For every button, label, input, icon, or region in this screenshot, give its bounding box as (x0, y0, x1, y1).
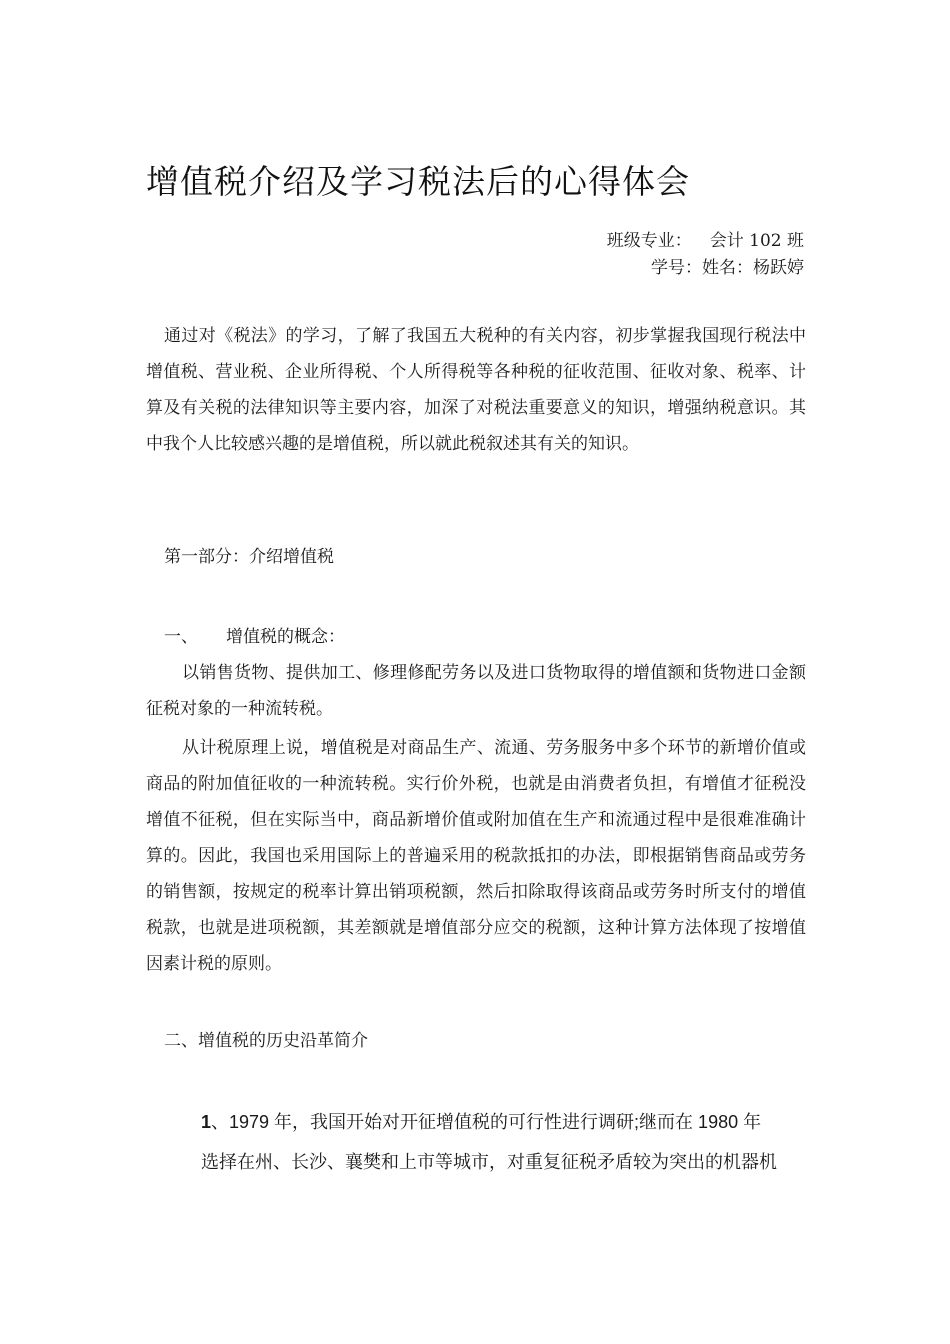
history-line-2: 选择在州、长沙、襄樊和上市等城市，对重复征税矛盾较为突出的机器机 (201, 1152, 777, 1172)
history-item (201, 1102, 807, 1182)
class-value: 会计 102 班 (709, 231, 804, 251)
author-info (607, 228, 804, 282)
section-one-heading (146, 619, 824, 655)
class-label: 班级专业： (606, 231, 692, 251)
principle-paragraph: 从计税原理上说，增值税是对商品生产、流通、劳务服务中多个环节的新增价值或商品的附加值征收的一种流转税。实行价外税，也就是由消费者负担，有增值才征税没增值不征税，但在实际当中，商品新增价值或附加值在生产和流通过程中是很难准确计算的。因此，我国也采用国际上的普遍采用的税款抵扣的办法，即根据销售商品或劳务的销售额，按规定的税率计算出销项税额，然后扣除取得该商品或劳务时所支付的增值税款，也就是进项税额，其差额就是增值部分应交的税额，这种计算方法体现了按增值因素计税的原则。 (146, 738, 806, 974)
student-line: 学号：姓名：杨跃婷 (651, 258, 804, 278)
section-two-heading: 二、增值税的历史沿革简介 (164, 1031, 368, 1051)
history-line-1-text: 、1979 年，我国开始对开征增值税的可行性进行调研;继而在 1980 年 (211, 1112, 762, 1132)
document-title: 增值税介绍及学习税法后的心得体会 (146, 162, 690, 202)
intro-paragraph: 通过对《税法》的学习，了解了我国五大税种的有关内容，初步掌握我国现行税法中增值税、营业税、企业所得税、个人所得税等各种税的征收范围、征收对象、税率、计算及有关税的法律知识等主要内容，加深了对税法重要意义的知识，增强纳税意识。其中我个人比较感兴趣的是增值税，所以就此税叙述其有关的知识。 (146, 326, 806, 454)
section-one-number: 一、 (164, 627, 198, 647)
definition-paragraph: 以销售货物、提供加工、修理修配劳务以及进口货物取得的增值额和货物进口金额征税对象的一种流转税。 (146, 663, 806, 719)
history-line-1 (201, 1102, 807, 1142)
part-one-heading: 第一部分：介绍增值税 (164, 547, 334, 567)
history-item-number: 1 (201, 1112, 212, 1132)
class-line (607, 228, 804, 255)
section-one-title: 增值税的概念： (226, 627, 345, 647)
